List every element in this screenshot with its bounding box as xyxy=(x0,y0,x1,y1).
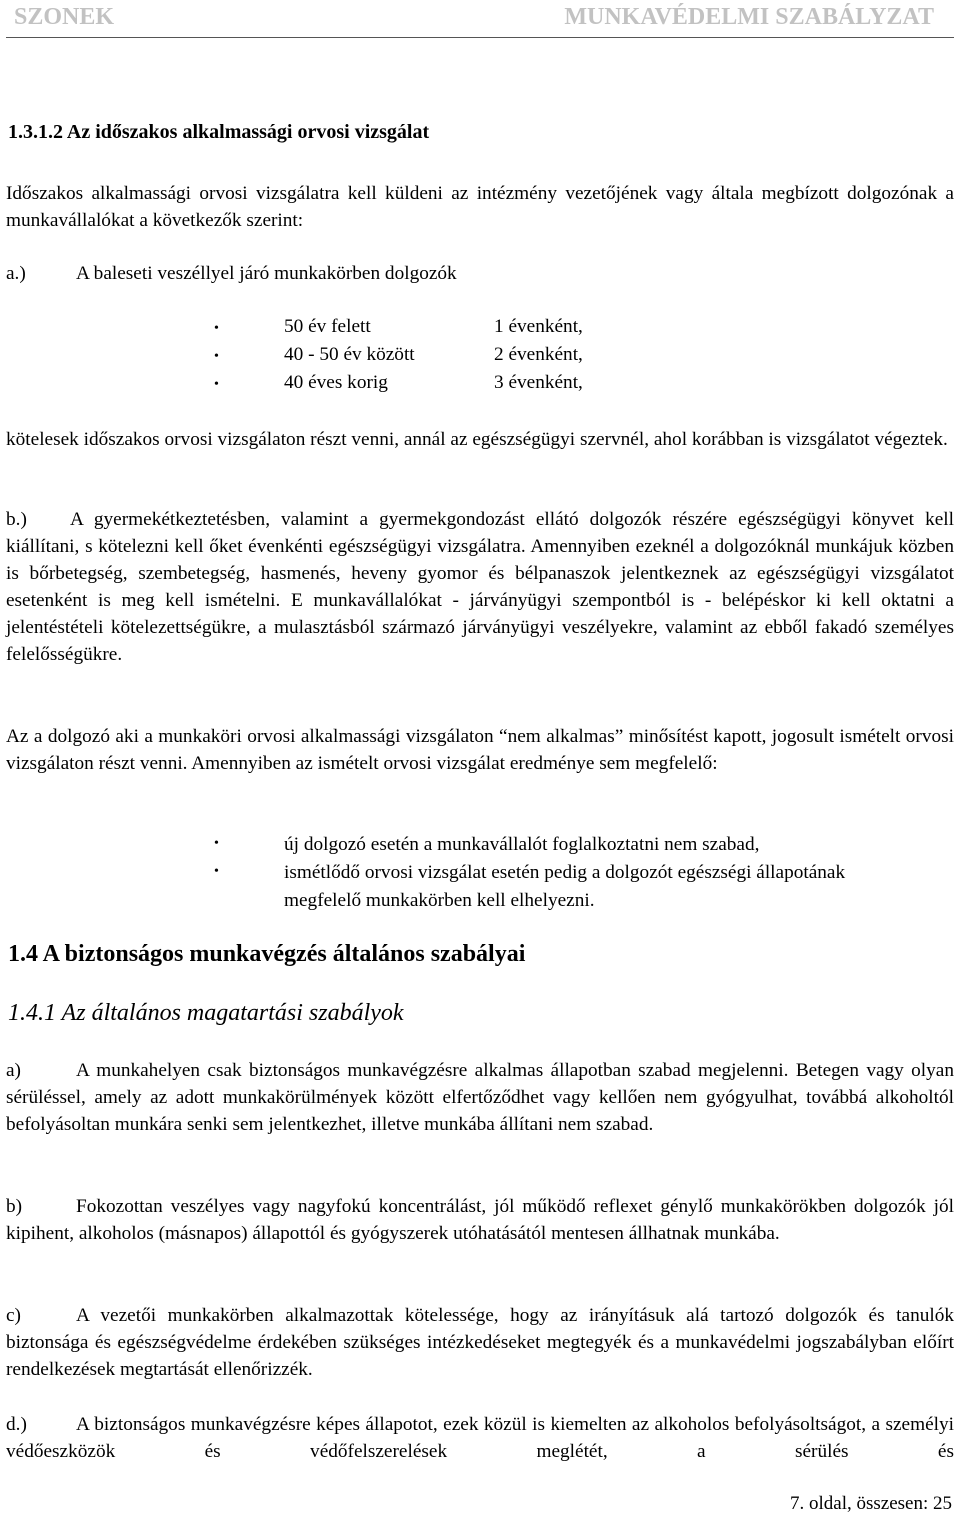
rule-b-text: Fokozottan veszélyes vagy nagyfokú koncentrálást, jól működő reflexet génylő munkakörökben dolgozók jól kipihent, alkoholos (másnapos) állapottól és gyógyszerek utóhatásától mentesen állhatnak munkába. xyxy=(6,1196,954,1244)
rule-a-marker: a) xyxy=(6,1060,21,1081)
bullet-icon: • xyxy=(214,377,219,392)
rule-b-marker: b) xyxy=(6,1196,23,1217)
rule-c-paragraph xyxy=(6,1302,954,1383)
item-a-text: A baleseti veszéllyel járó munkakörben dolgozók xyxy=(76,263,457,284)
header-doc-title: MUNKAVÉDELMI SZABÁLYZAT xyxy=(564,4,934,30)
bullet-icon: • xyxy=(214,321,219,336)
bullet-icon: • xyxy=(214,349,219,364)
item-b-text: A gyermekétkeztetésben, valamint a gyermekgondozást ellátó dolgozók részére egészségügyi könyvet kell kiállítani, s kötelezni kell őket évenkénti egészségügyi vizsgálatra. Amennyiben ezeknél a dolgozóknál munkájuk közben is bőrbetegség, szembetegség, hasmenés, heveny gyomor és bélpanaszok jelentkeznek az egészségügyi vizsgálatot esetenként is meg kell ismételni. E munkavállalókat - járványügyi szempontból is - belépéskor ki kell oktatni a jelentéstételi kötelezettségükre, a mulasztásból származó járványügyi veszélyekre, valamint az ebből fakadó személyes felelősségükre. xyxy=(6,509,954,665)
rule-d-text: A biztonságos munkavégzésre képes állapotot, ezek közül is kiemelten az alkoholos befolyásoltságot, a személyi védőeszközök és védőfelszerelések meglétét, a sérülés és xyxy=(6,1414,954,1462)
nem-alkalmas-paragraph: Az a dolgozó aki a munkaköri orvosi alkalmassági vizsgálaton “nem alkalmas” minősítést kapott, jogosult ismételt orvosi vizsgálaton részt venni. Amennyiben az ismételt orvosi vizsgálat eredménye sem megfelelő: xyxy=(6,726,954,774)
rule-a-paragraph xyxy=(6,1057,954,1138)
list-item xyxy=(6,372,954,399)
header-org: SZONEK xyxy=(14,4,115,30)
rule-d-marker: d.) xyxy=(6,1414,27,1435)
bullet-icon: • xyxy=(214,836,219,851)
rule-c-marker: c) xyxy=(6,1305,21,1326)
rule-d-paragraph xyxy=(6,1411,954,1465)
page-header xyxy=(0,0,960,40)
rule-a-text: A munkahelyen csak biztonságos munkavégzésre alkalmas állapotban szabad megjelenni. Betegen vagy olyan sérüléssel, amely az adott munkakörülmények között elfertőződhet vagy kellően nem gyógyulhat, továbbá alkoholtól befolyásoltan munkára senki sem jelentkezhet, illetve munkába állítani nem szabad. xyxy=(6,1060,954,1135)
age-range: 40 - 50 év között xyxy=(284,344,415,365)
intro-paragraph: Időszakos alkalmassági orvosi vizsgálatra kell küldeni az intézmény vezetőjének vagy általa megbízott dolgozónak a munkavállalókat a következők szerint: xyxy=(6,183,954,231)
item-b-paragraph xyxy=(6,506,954,668)
section-title-1-3-1-2: 1.3.1.2 Az időszakos alkalmassági orvosi vizsgálat xyxy=(8,121,430,143)
list-item xyxy=(6,316,954,343)
age-range: 40 éves korig xyxy=(284,372,388,393)
bullet-text: ismétlődő orvosi vizsgálat esetén pedig a dolgozót egészségi állapotának megfelelő munkakörben kell elhelyezni. xyxy=(284,862,846,911)
rule-b-paragraph xyxy=(6,1193,954,1247)
rule-c-text: A vezetői munkakörben alkalmazottak kötelessége, hogy az irányításuk alá tartozó dolgozók és tanulók biztonsága és egészségvédelme érdekében szükséges intézkedéseket megtegyék és a munkavédelmi jogszabályban előírt rendelkezések megtartását ellenőrizzék. xyxy=(6,1305,954,1380)
header-rule xyxy=(6,37,954,38)
frequency: 3 évenként, xyxy=(494,372,583,393)
item-b-marker: b.) xyxy=(6,509,27,530)
age-range: 50 év felett xyxy=(284,316,371,337)
item-a-after-paragraph: kötelesek időszakos orvosi vizsgálaton részt venni, annál az egészségügyi szervnél, ahol korábban is vizsgálatot végeztek. xyxy=(6,429,948,450)
list-item xyxy=(6,344,954,371)
section-title-1-4: 1.4 A biztonságos munkavégzés általános szabályai xyxy=(8,941,526,967)
page-number: 7. oldal, összesen: 25 xyxy=(789,1493,952,1514)
bullet-text: új dolgozó esetén a munkavállalót foglalkoztatni nem szabad, xyxy=(284,834,760,855)
frequency: 1 évenként, xyxy=(494,316,583,337)
item-a-marker: a.) xyxy=(6,263,26,284)
section-title-1-4-1: 1.4.1 Az általános magatartási szabályok xyxy=(8,1000,404,1026)
frequency: 2 évenként, xyxy=(494,344,583,365)
bullet-icon: • xyxy=(214,864,219,879)
